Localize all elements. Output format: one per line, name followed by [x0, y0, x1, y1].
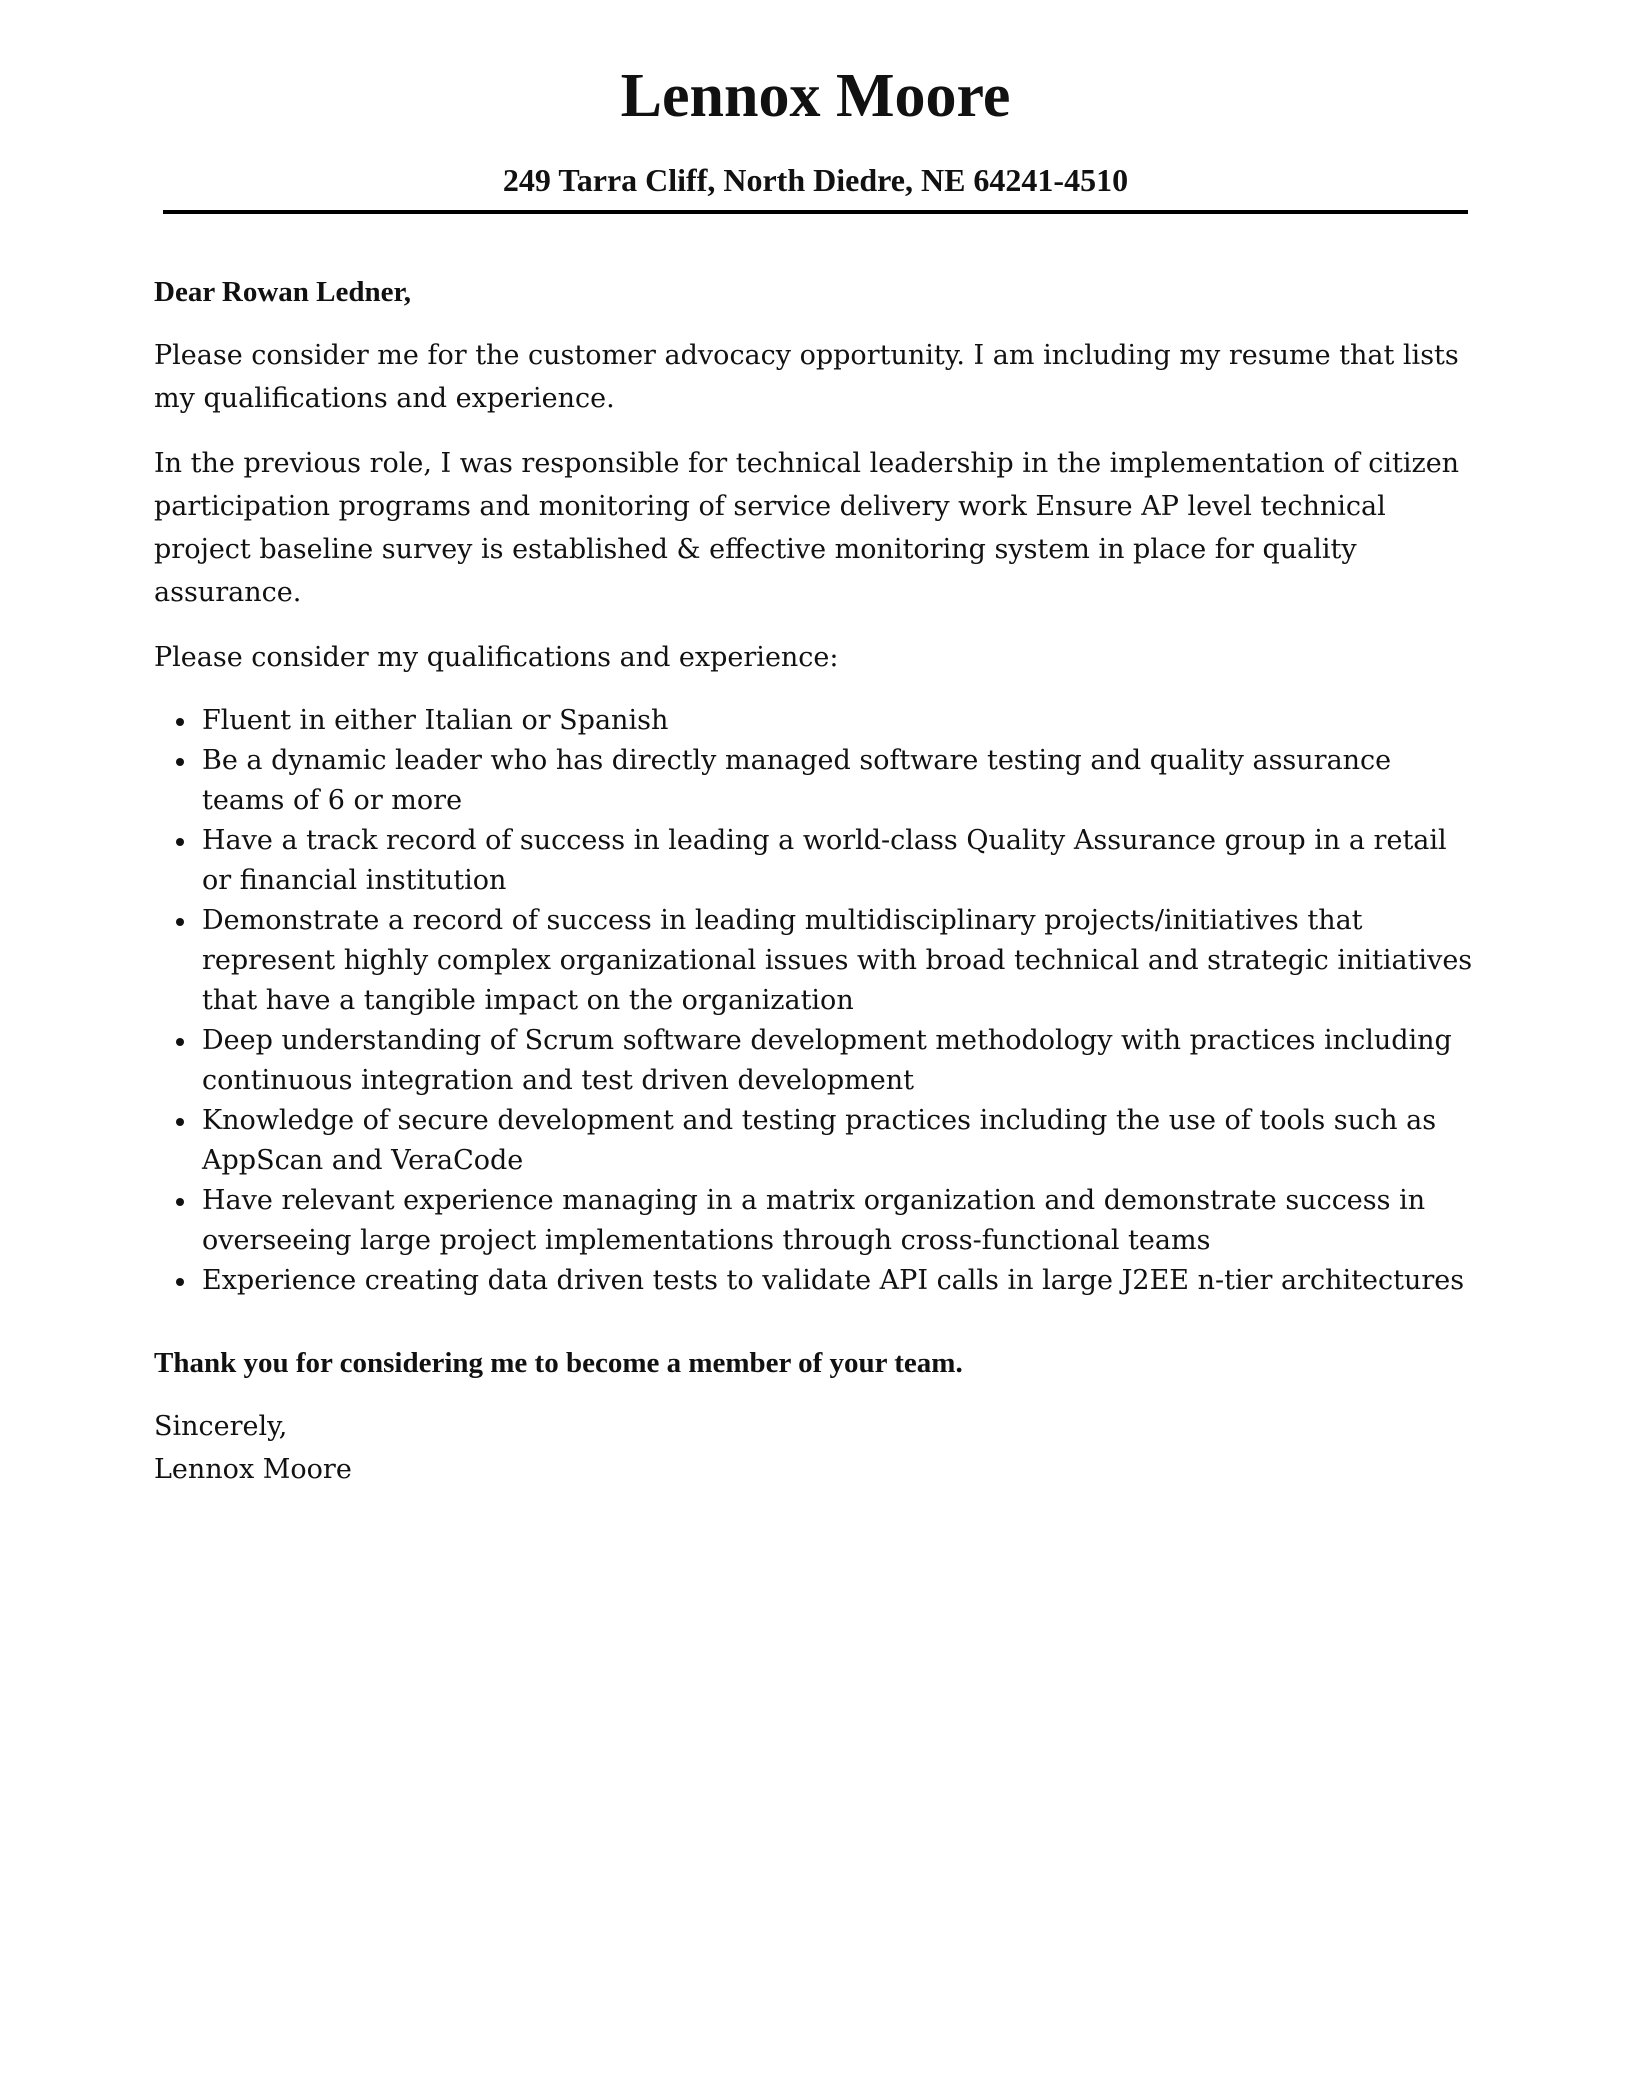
list-item-text: Demonstrate a record of success in leading multidisciplinary projects/initiatives that represent highly complex organizational issues with broad technical and strategic initiatives that have a tangible impact on the organization: [202, 905, 1473, 1016]
list-item: [154, 1181, 1474, 1261]
list-item-text: Fluent in either Italian or Spanish: [202, 705, 669, 736]
bullet-icon: [176, 718, 184, 726]
previous-role-paragraph: In the previous role, I was responsible for technical leadership in the implementation of citizen participation programs and monitoring of service delivery work Ensure AP level technical project baseline survey is established & effective monitoring system in place for quality assurance.: [154, 448, 1460, 608]
intro-paragraph: Please consider me for the customer advocacy opportunity. I am including my resume that lists my qualifications and experience.: [154, 340, 1459, 414]
list-item: [154, 1021, 1474, 1101]
closing-statement: Thank you for considering me to become a member of your team.: [154, 1347, 963, 1379]
signature-name: Lennox Moore: [154, 1454, 352, 1485]
sign-off: Sincerely,: [154, 1411, 288, 1442]
list-item-text: Knowledge of secure development and testing practices including the use of tools such as AppScan and VeraCode: [202, 1105, 1437, 1176]
list-item-text: Experience creating data driven tests to validate API calls in large J2EE n-tier architectures: [202, 1265, 1465, 1296]
list-item: [154, 821, 1474, 901]
list-item-text: Be a dynamic leader who has directly managed software testing and quality assurance teams of 6 or more: [202, 745, 1392, 816]
applicant-address: 249 Tarra Cliff, North Diedre, NE 64241-4510: [502, 162, 1129, 198]
bullet-icon: [176, 758, 184, 766]
qualifications-intro: Please consider my qualifications and experience:: [154, 642, 839, 673]
bullet-icon: [176, 918, 184, 926]
header-divider: [163, 210, 1468, 214]
bullet-icon: [176, 1198, 184, 1206]
letter-body: [154, 272, 1474, 1491]
list-item-text: Deep understanding of Scrum software development methodology with practices including continuous integration and test driven development: [202, 1025, 1452, 1096]
bullet-icon: [176, 838, 184, 846]
salutation: Dear Rowan Ledner,: [154, 276, 411, 308]
bullet-icon: [176, 1278, 184, 1286]
letter-header: [163, 56, 1468, 202]
list-item: [154, 1101, 1474, 1181]
list-item-text: Have relevant experience managing in a matrix organization and demonstrate success in overseeing large project implementations through cross-functional teams: [202, 1185, 1426, 1256]
list-item-text: Have a track record of success in leading a world-class Quality Assurance group in a retail or financial institution: [202, 825, 1447, 896]
list-item: [154, 741, 1474, 821]
list-item: [154, 701, 1474, 741]
bullet-icon: [176, 1038, 184, 1046]
list-item: [154, 1261, 1474, 1301]
list-item: [154, 901, 1474, 1021]
applicant-name: Lennox Moore: [620, 62, 1011, 130]
qualifications-list: [154, 701, 1474, 1301]
bullet-icon: [176, 1118, 184, 1126]
